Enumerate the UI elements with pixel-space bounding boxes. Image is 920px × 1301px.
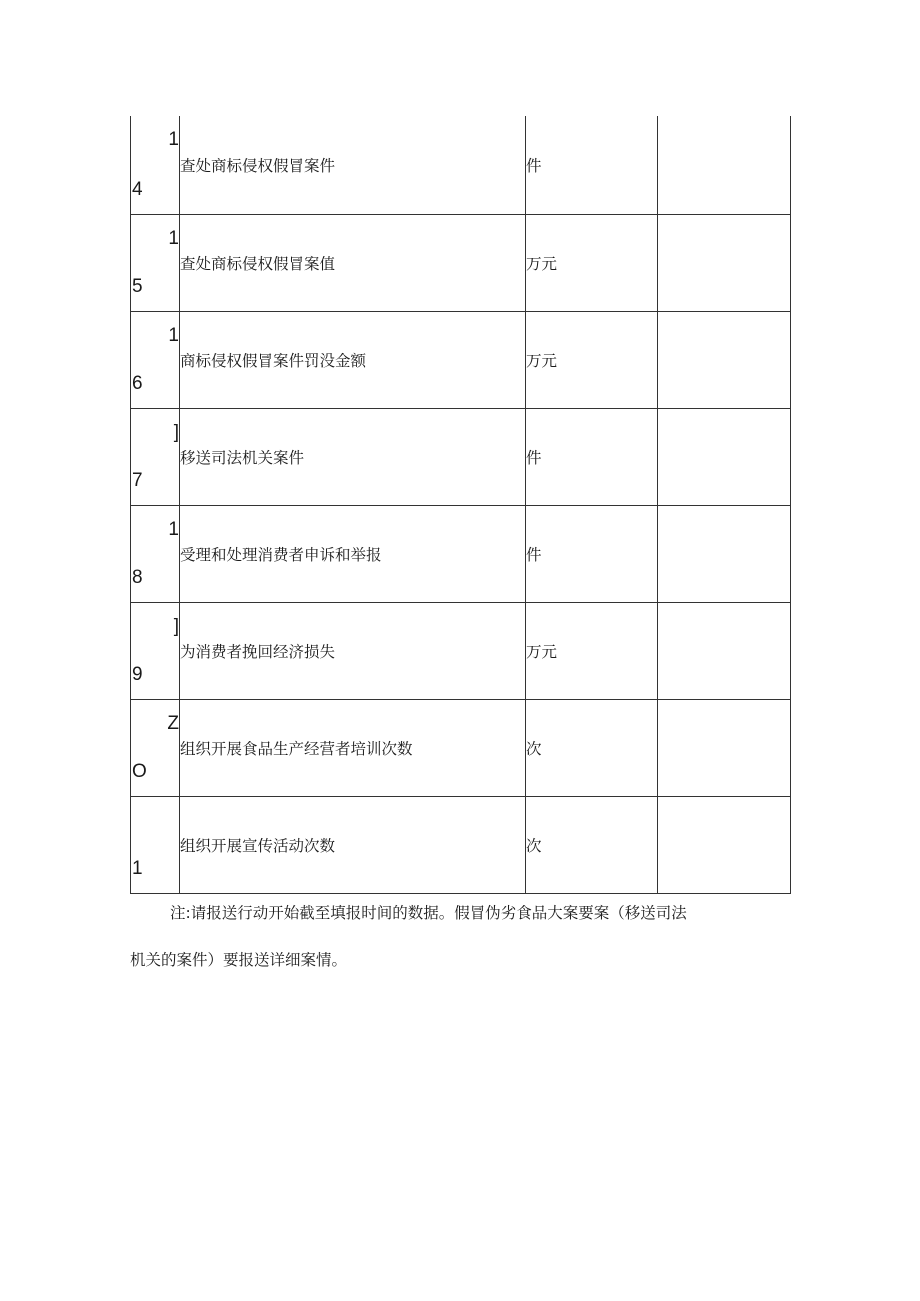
report-table-container: [130, 116, 790, 894]
item-cell: 受理和处理消费者申诉和举报: [180, 506, 526, 603]
table-row: [131, 797, 791, 894]
table-row: [131, 312, 791, 409]
table-row: [131, 215, 791, 312]
row-number-bottom: 1: [132, 858, 143, 879]
value-cell[interactable]: [658, 797, 791, 894]
value-cell[interactable]: [658, 409, 791, 506]
item-cell: 组织开展宣传活动次数: [180, 797, 526, 894]
unit-cell: 万元: [526, 215, 658, 312]
item-cell: 组织开展食品生产经营者培训次数: [180, 700, 526, 797]
value-cell[interactable]: [658, 603, 791, 700]
row-number-top: 1: [168, 129, 179, 150]
value-cell[interactable]: [658, 312, 791, 409]
row-number-cell: [131, 116, 180, 215]
item-cell: 查处商标侵权假冒案件: [180, 116, 526, 215]
item-cell: 移送司法机关案件: [180, 409, 526, 506]
table-row: [131, 409, 791, 506]
row-number-bottom: 6: [132, 373, 143, 394]
row-number-cell: [131, 797, 180, 894]
row-number-top: ]: [173, 616, 179, 637]
value-cell[interactable]: [658, 215, 791, 312]
unit-cell: 次: [526, 700, 658, 797]
row-number-cell: [131, 506, 180, 603]
row-number-top: Z: [167, 713, 179, 734]
table-row: [131, 116, 791, 215]
row-number-cell: [131, 700, 180, 797]
unit-cell: 件: [526, 116, 658, 215]
report-table: [130, 116, 791, 894]
row-number-bottom: 9: [132, 664, 143, 685]
row-number-bottom: 8: [132, 567, 143, 588]
row-number-top: 1: [168, 519, 179, 540]
row-number-cell: [131, 409, 180, 506]
unit-cell: 件: [526, 409, 658, 506]
unit-cell: 万元: [526, 312, 658, 409]
note-line-2: 机关的案件）要报送详细案情。: [130, 951, 348, 969]
table-row: [131, 700, 791, 797]
row-number-top: ]: [173, 422, 179, 443]
item-cell: 商标侵权假冒案件罚没金额: [180, 312, 526, 409]
value-cell[interactable]: [658, 506, 791, 603]
note-line-1: 注:请报送行动开始截至填报时间的数据。假冒伪劣食品大案要案（移送司法: [170, 904, 687, 922]
value-cell[interactable]: [658, 700, 791, 797]
row-number-cell: [131, 215, 180, 312]
item-cell: 为消费者挽回经济损失: [180, 603, 526, 700]
row-number-top: 1: [168, 228, 179, 249]
value-cell[interactable]: [658, 116, 791, 215]
row-number-cell: [131, 603, 180, 700]
item-cell: 查处商标侵权假冒案值: [180, 215, 526, 312]
unit-cell: 次: [526, 797, 658, 894]
row-number-bottom: 5: [132, 276, 143, 297]
unit-cell: 万元: [526, 603, 658, 700]
table-row: [131, 603, 791, 700]
row-number-cell: [131, 312, 180, 409]
row-number-bottom: 7: [132, 470, 143, 491]
row-number-top: 1: [168, 325, 179, 346]
row-number-bottom: 4: [132, 179, 143, 200]
table-row: [131, 506, 791, 603]
row-number-bottom: O: [132, 761, 147, 782]
unit-cell: 件: [526, 506, 658, 603]
